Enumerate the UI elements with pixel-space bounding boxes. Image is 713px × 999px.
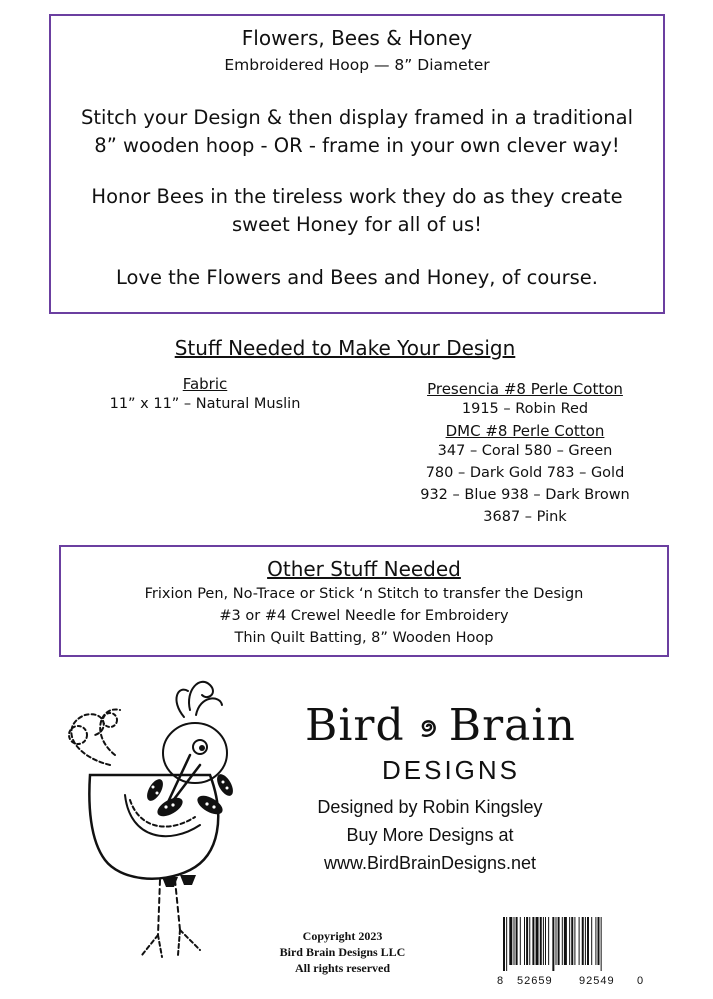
barcode-bars xyxy=(497,915,647,971)
barcode-bar xyxy=(601,917,602,971)
other-stuff-box xyxy=(59,545,669,657)
copyright-line: All rights reserved xyxy=(294,961,391,975)
other-stuff-title: Other Stuff Needed xyxy=(267,557,461,581)
barcode-bar xyxy=(514,917,515,965)
barcode-bar xyxy=(562,917,563,965)
logo-word-brain: Brain xyxy=(448,700,576,751)
barcode-group1: 52659 xyxy=(517,975,553,987)
fabric-heading: Fabric xyxy=(182,375,228,393)
other-stuff-line: #3 or #4 Crewel Needle for Embroidery xyxy=(219,608,509,624)
dmc-line: 780 – Dark Gold 783 – Gold xyxy=(425,465,625,481)
barcode-bar xyxy=(571,917,573,965)
barcode-bar xyxy=(579,917,580,965)
other-stuff-line: Thin Quilt Batting, 8” Wooden Hoop xyxy=(234,630,494,646)
barcode-bar xyxy=(591,917,592,965)
intro-para1-line2: 8” wooden hoop - OR - frame in your own clever way! xyxy=(94,134,620,157)
pattern-subtitle: Embroidered Hoop — 8” Diameter xyxy=(224,56,490,74)
barcode-bar xyxy=(558,917,560,965)
intro-para3: Love the Flowers and Bees and Honey, of course. xyxy=(115,266,599,289)
barcode-bar xyxy=(545,917,546,965)
barcode-bar xyxy=(587,917,589,965)
intro-para1-line1: Stitch your Design & then display framed in a traditional xyxy=(81,106,633,129)
brand-logo xyxy=(305,700,576,751)
swirl-icon xyxy=(410,710,444,744)
barcode-bar xyxy=(552,917,554,971)
barcode-bar xyxy=(564,917,567,965)
barcode-bar xyxy=(529,917,530,965)
logo-designs-word: DESIGNS xyxy=(382,755,521,785)
barcode-bar xyxy=(574,917,575,965)
intro-para2-line1: Honor Bees in the tireless work they do as they create xyxy=(91,185,623,208)
fabric-line: 11” x 11” – Natural Muslin xyxy=(109,396,301,412)
logo-word-bird: Bird xyxy=(305,700,405,751)
barcode xyxy=(497,915,647,985)
website-link[interactable]: www.BirdBrainDesigns.net xyxy=(323,853,537,873)
intro-box xyxy=(49,14,665,314)
barcode-digit-last: 0 xyxy=(637,975,644,987)
barcode-bar xyxy=(509,917,512,965)
other-stuff-line: Frixion Pen, No-Trace or Stick ‘n Stitch to transfer the Design xyxy=(144,586,584,602)
fabric-column xyxy=(60,375,350,415)
copyright-block xyxy=(255,928,430,976)
dmc-line: 3687 – Pink xyxy=(483,509,567,525)
barcode-bar xyxy=(548,917,549,965)
credits xyxy=(280,793,580,877)
bird-illustration xyxy=(50,665,250,975)
dmc-line: 932 – Blue 938 – Dark Brown xyxy=(420,487,630,503)
barcode-bar xyxy=(540,917,542,965)
barcode-bar xyxy=(532,917,534,965)
pattern-title: Flowers, Bees & Honey xyxy=(241,26,473,50)
dmc-heading: DMC #8 Perle Cotton xyxy=(445,422,605,440)
presencia-line: 1915 – Robin Red xyxy=(461,401,589,417)
copyright-line: Copyright 2023 xyxy=(302,929,383,943)
copyright-line: Bird Brain Designs LLC xyxy=(279,945,406,959)
barcode-group2: 92549 xyxy=(579,975,615,987)
supplies-title: Stuff Needed to Make Your Design xyxy=(174,336,516,360)
dmc-line: 347 – Coral 580 – Green xyxy=(437,443,613,459)
thread-column xyxy=(375,380,675,528)
buy-more-text: Buy More Designs at xyxy=(346,825,514,845)
barcode-bar xyxy=(595,917,596,965)
barcode-bar xyxy=(585,917,586,965)
barcode-bar xyxy=(536,917,539,965)
barcode-bar xyxy=(582,917,584,965)
barcode-digit-first: 8 xyxy=(497,975,504,987)
barcode-bar xyxy=(503,917,505,971)
barcode-bar xyxy=(516,917,518,965)
barcode-bar xyxy=(556,917,557,965)
barcode-bar xyxy=(520,917,521,965)
barcode-bar xyxy=(526,917,528,965)
barcode-bar xyxy=(506,917,507,971)
barcode-bar xyxy=(543,917,544,965)
presencia-heading: Presencia #8 Perle Cotton xyxy=(427,380,623,398)
intro-para2-line2: sweet Honey for all of us! xyxy=(232,213,482,236)
barcode-bar xyxy=(569,917,570,965)
barcode-bar xyxy=(598,917,600,965)
designer-credit: Designed by Robin Kingsley xyxy=(317,797,543,817)
barcode-bar xyxy=(524,917,525,965)
